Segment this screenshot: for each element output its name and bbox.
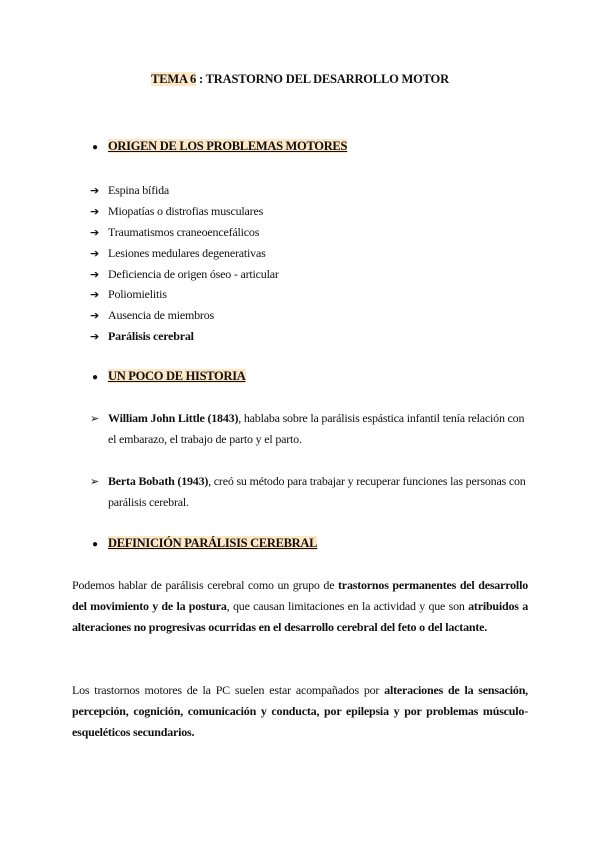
list-item-text: Poliomielitis [108,287,167,302]
triangle-arrow-icon: ➢ [90,475,100,488]
list-item [90,222,279,243]
arrow-icon: ➔ [90,204,100,218]
section-heading-historia [92,369,246,384]
list-item-text: Deficiencia de origen óseo - articular [108,266,279,281]
arrow-icon: ➔ [90,267,100,281]
arrow-icon: ➔ [90,288,100,302]
list-item-text: Ausencia de miembros [108,308,214,323]
definicion-paragraph-1 [72,575,528,638]
origen-list [90,180,279,347]
list-item [90,305,279,326]
arrow-icon: ➔ [90,309,100,323]
paragraph-text: Podemos hablar de parálisis cerebral como un grupo de [72,578,339,592]
paragraph-bold-text: alteraciones de la sensación, percepción, cognición, comunicación y conducta, por epilepsia y por problemas músculo-esqueléticos secundarios. [72,683,528,739]
list-item [90,180,279,201]
list-item [90,243,279,264]
historia-name: William John Little (1843) [108,411,239,425]
historia-text: , hablaba sobre la parálisis espástica infantil tenía relación con el embarazo, el trabajo de parto y el parto. [108,411,525,446]
list-item-text: Espina bífida [108,183,170,197]
arrow-icon: ➔ [90,225,100,239]
paragraph-text: Los trastornos motores de la PC suelen estar acompañados por [72,683,385,697]
paragraph-bold-text: trastornos permanentes del desarrollo del movimiento y de la postura [72,578,528,613]
section-heading-definicion [92,536,317,551]
historia-item-bobath [90,471,530,513]
definicion-paragraph-2 [72,680,528,743]
title-topic-number: TEMA 6 [151,72,197,86]
list-item-text: Traumatismos craneoencefálicos [108,224,260,239]
section-heading-text: UN POCO DE HISTORIA [108,369,246,383]
list-item [90,201,279,222]
historia-text: , creó su método para trabajar y recuperar funciones las personas con parálisis cerebral. [108,474,526,509]
bullet-icon: ● [92,372,98,383]
list-item-text: Parálisis cerebral [108,329,194,344]
section-heading-origen [92,139,347,154]
bullet-icon: ● [92,142,98,153]
paragraph-bold-text: atribuidos a alteraciones no progresivas ocurridas en el desarrollo cerebral del feto o del lactante. [72,599,528,634]
arrow-icon: ➔ [90,330,100,344]
paragraph-text: , que causan limitaciones en la actividad y que son [226,599,469,613]
historia-name: Berta Bobath (1943) [108,474,209,488]
arrow-icon: ➔ [90,184,100,197]
list-item-text: Miopatías o distrofias musculares [108,203,264,218]
section-heading-text: ORIGEN DE LOS PROBLEMAS MOTORES [108,139,348,153]
section-heading-text: DEFINICIÓN PARÁLISIS CEREBRAL [108,536,318,550]
list-item [90,326,279,347]
triangle-arrow-icon: ➢ [90,412,100,425]
list-item [90,264,279,285]
arrow-icon: ➔ [90,246,100,260]
page-title [0,72,600,87]
bullet-icon: ● [92,539,98,550]
list-item [90,284,279,305]
list-item-text: Lesiones medulares degenerativas [108,245,266,260]
historia-item-little [90,408,530,450]
title-text: : TRASTORNO DEL DESARROLLO MOTOR [196,72,449,86]
